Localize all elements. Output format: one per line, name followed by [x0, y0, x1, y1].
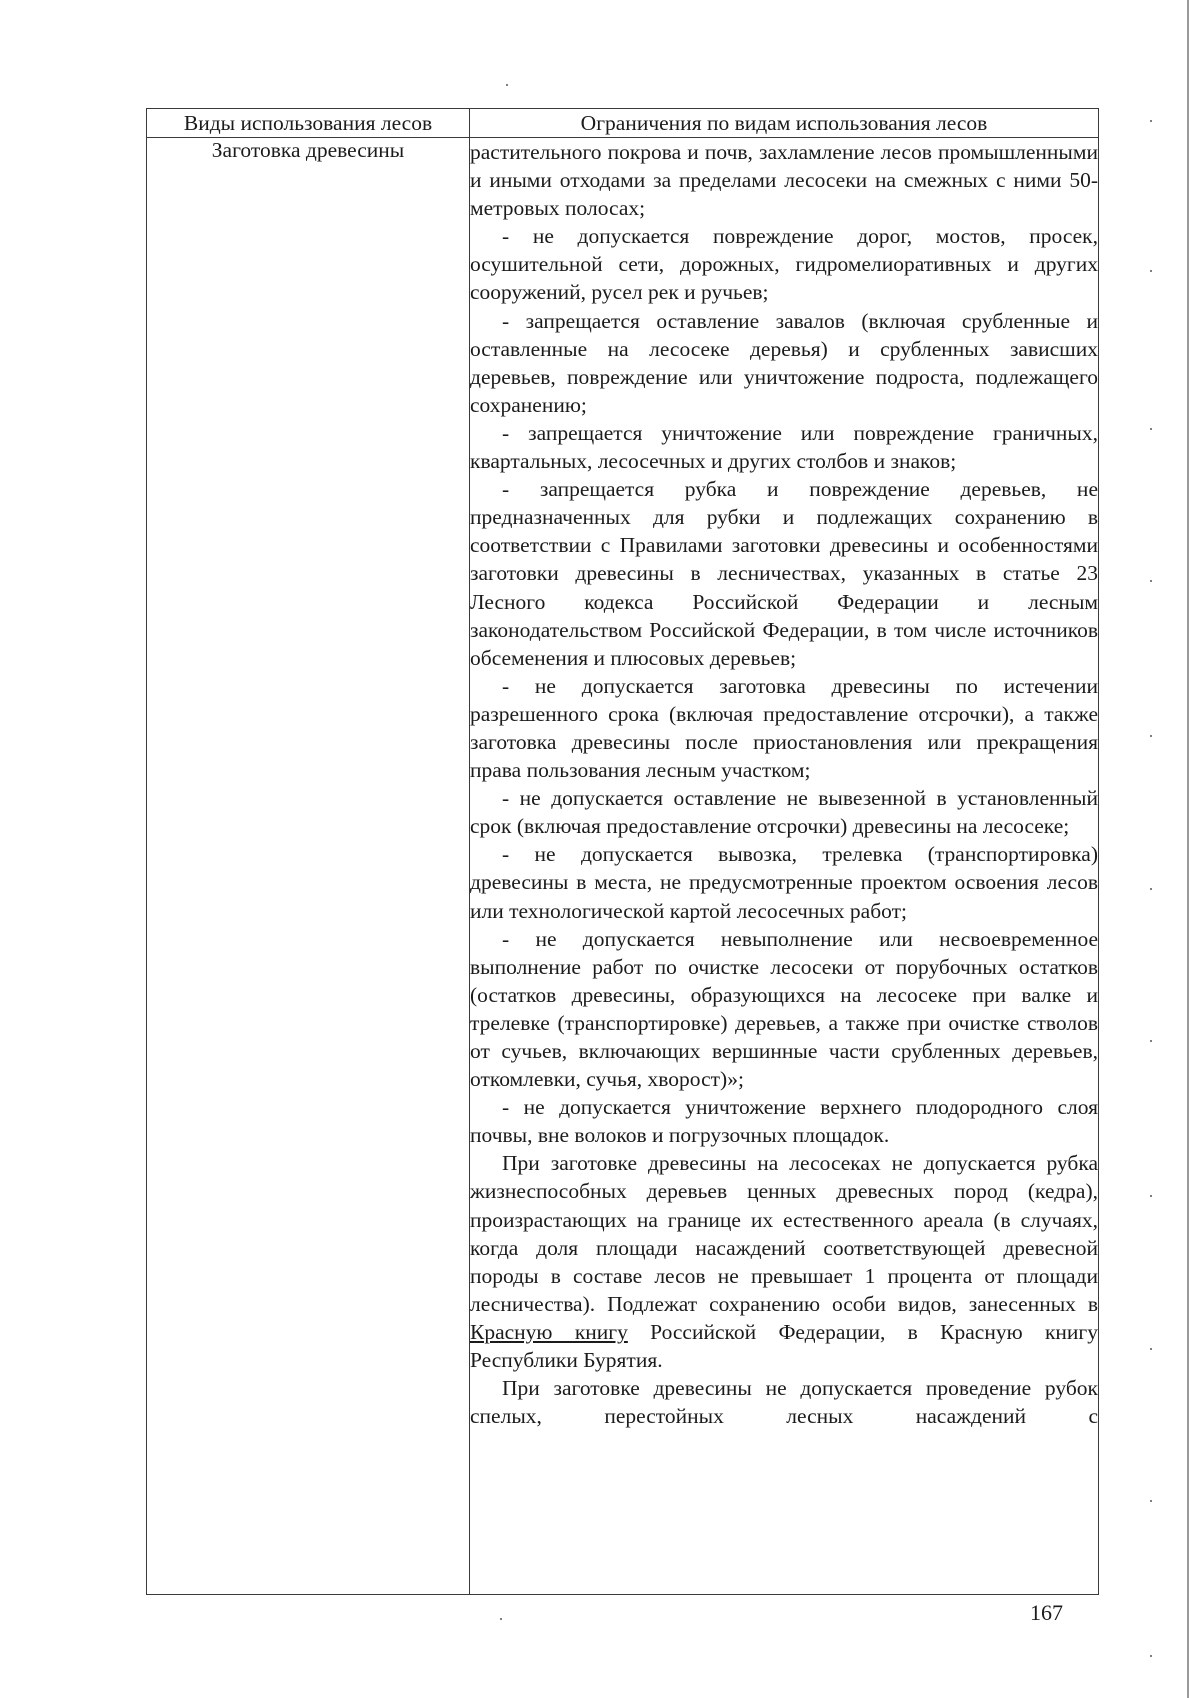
restriction-paragraph: - не допускается вывозка, трелевка (транспортировка) древесины в места, не предусмотренные проектом освоения лесов или технологической картой лесосечных работ;: [470, 842, 1098, 923]
scan-speck: [1150, 580, 1152, 582]
header-restrictions: Ограничения по видам использования лесов: [470, 109, 1099, 138]
page-number: 167: [1030, 1600, 1063, 1625]
restriction-paragraph: - не допускается уничтожение верхнего плодородного слоя почвы, вне волоков и погрузочных площадок.: [470, 1095, 1098, 1148]
red-book-paragraph: [470, 1149, 1098, 1374]
header-forest-use-types: Виды использования лесов: [147, 109, 470, 138]
restriction-paragraph: - не допускается заготовка древесины по истечении разрешенного срока (включая предоставление отсрочки), а также заготовка древесины после приостановления или прекращения права пользования лесным участком;: [470, 673, 1098, 783]
scan-speck: [1150, 1348, 1152, 1350]
forest-use-type-label: Заготовка древесины: [211, 138, 405, 162]
restrictions-cell: [470, 138, 1099, 1595]
table-row: [147, 138, 1099, 1595]
restriction-paragraph: растительного покрова и почв, захламление лесов промышленными и иными отходами за пределами лесосеки на смежных с ними 50-метровых полосах;: [470, 140, 1098, 221]
restriction-paragraph: - не допускается оставление не вывезенной в установленный срок (включая предоставление отсрочки) древесины на лесосеке;: [470, 786, 1098, 839]
red-book-link[interactable]: Красную книгу: [470, 1319, 628, 1344]
scan-speck: [1150, 735, 1152, 737]
scan-speck: [1150, 1500, 1152, 1502]
scan-edge: [1187, 0, 1189, 1698]
restriction-paragraph: - не допускается невыполнение или несвоевременное выполнение работ по очистке лесосеки от порубочных остатков (остатков древесины, образующихся на лесосеке при валке и трелевке (транспортировке) деревьев, а также при очистке стволов от сучьев, включающих вершинные части срубленных деревьев, откомлевки, сучья, хворост)»;: [470, 926, 1098, 1092]
restriction-paragraph: - не допускается повреждение дорог, мостов, просек, осушительной сети, дорожных, гидромелиоративных и других сооружений, русел рек и ручьев;: [470, 224, 1098, 305]
scan-speck: [1150, 888, 1152, 890]
table-header-row: [147, 109, 1099, 138]
scan-speck: [1150, 428, 1152, 430]
scan-speck: [1150, 120, 1152, 122]
restriction-paragraph: - запрещается оставление завалов (включая срубленные и оставленные на лесосеке деревья) и срубленных зависших деревьев, повреждение или уничтожение подроста, подлежащего сохранению;: [470, 308, 1098, 417]
forest-use-restrictions-table: [146, 108, 1099, 1595]
restriction-paragraph: При заготовке древесины не допускается проведение рубок спелых, перестойных лесных насаждений с: [470, 1376, 1098, 1429]
restriction-paragraph: - запрещается уничтожение или повреждение граничных, квартальных, лесосечных и других столбов и знаков;: [470, 420, 1098, 474]
scan-speck: [1150, 1655, 1152, 1657]
restriction-paragraph: - запрещается рубка и повреждение деревьев, не предназначенных для рубки и подлежащих сохранению в соответствии с Правилами заготовки древесины и особенностями заготовки древесины в лесничествах, указанных в статье 23 Лесного кодекса Российской Федерации и лесным законодательством Российской Федерации, в том числе источников обсеменения и плюсовых деревьев;: [470, 477, 1098, 670]
forest-use-type-cell: [147, 138, 470, 1595]
red-book-paragraph-tail: Российской Федерации, в Красную книгу Республики Бурятия.: [470, 1319, 1098, 1373]
red-book-paragraph-text: При заготовке древесины на лесосеках не допускается рубка жизнеспособных деревьев ценных древесных пород (кедра), произрастающих на границе их естественного ареала (в случаях, когда доля площади насаждений соответствующей древесной породы в составе лесов не превышает 1 процента от площади лесничества). Подлежат сохранению особи видов, занесенных в: [470, 1151, 1098, 1316]
scan-speck: [1150, 1195, 1152, 1197]
scan-speck: [1150, 270, 1152, 272]
scan-speck: [506, 84, 508, 86]
scan-speck: [1150, 1040, 1152, 1042]
scan-speck: [500, 1618, 502, 1620]
